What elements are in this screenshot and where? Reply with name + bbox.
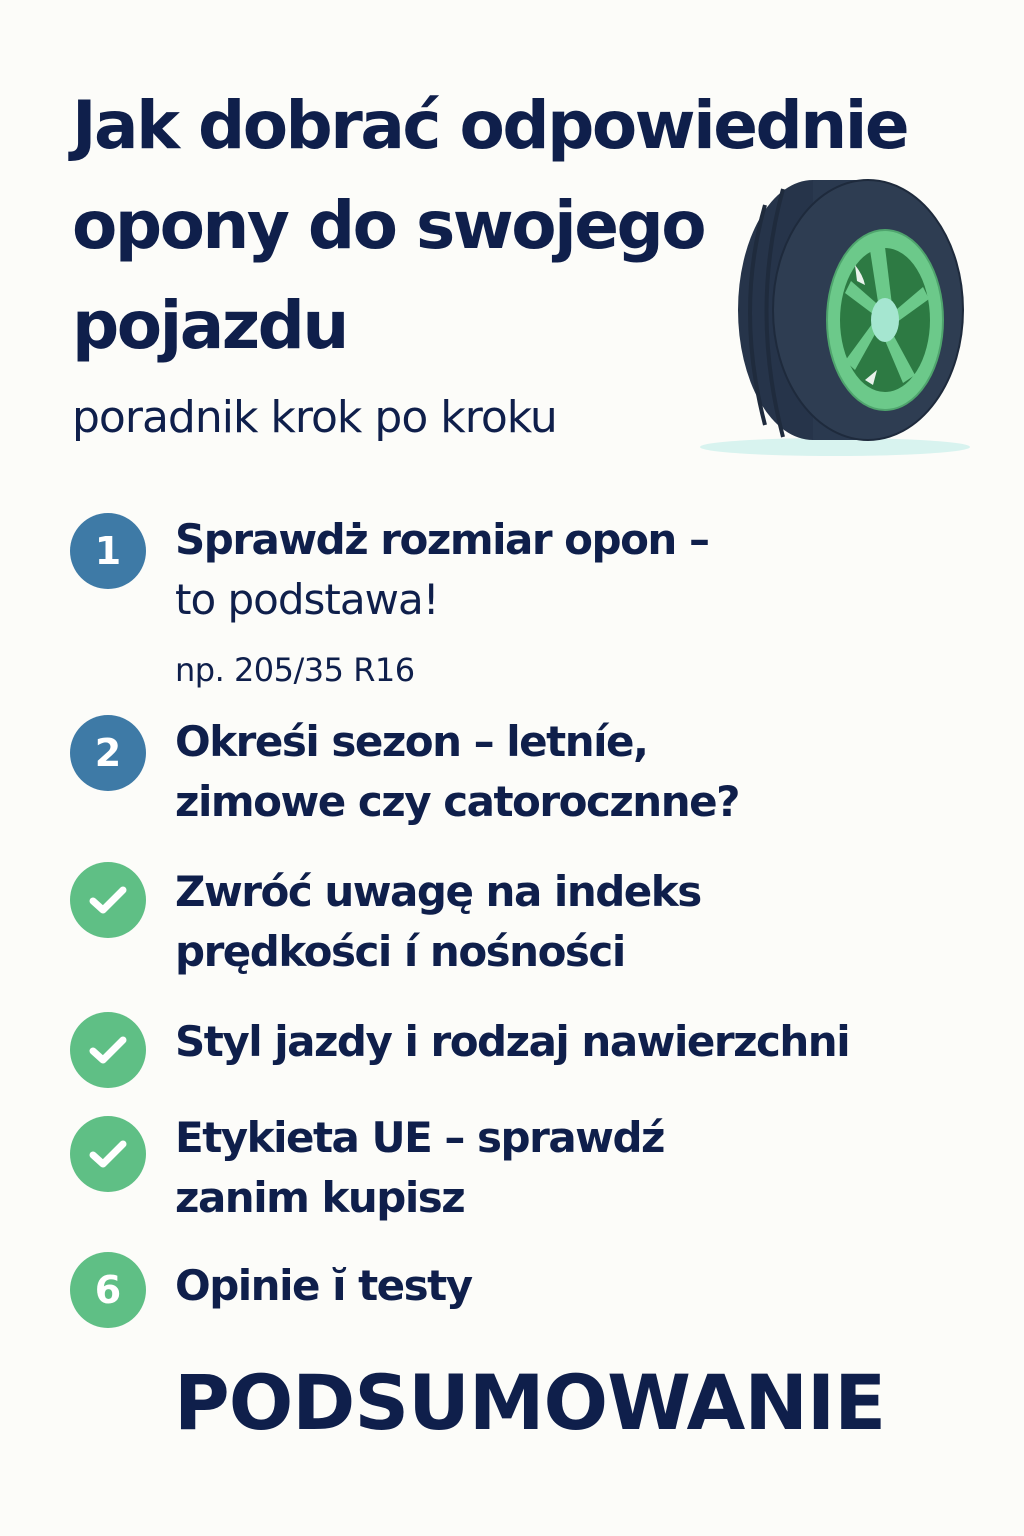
step-heading-cont: zimowe czy catorocznne? bbox=[175, 777, 739, 826]
step-heading: Sprawdż rozmiar opon – bbox=[175, 515, 709, 564]
tire-icon bbox=[695, 175, 975, 465]
summary-heading: PODSUMOWANIE bbox=[174, 1358, 886, 1447]
checkmark-icon bbox=[70, 862, 146, 938]
step-heading: Opinie ĭ testy bbox=[175, 1261, 472, 1310]
step-heading: Zwróć uwagę na indeks bbox=[175, 867, 701, 916]
step-text bbox=[175, 1012, 849, 1072]
step-subheading: to podstawa! bbox=[175, 575, 439, 624]
step-text bbox=[175, 1108, 664, 1228]
title-line-2: opony do swojego bbox=[72, 187, 705, 264]
step-heading: Styl jazdy i rodzaj nawierzchni bbox=[175, 1017, 850, 1066]
step-text bbox=[175, 1256, 472, 1316]
subtitle: poradnik krok po kroku bbox=[72, 392, 557, 443]
step-heading-cont: zanim kupisz bbox=[175, 1173, 465, 1222]
step-heading-cont: prędkości í nośności bbox=[175, 927, 625, 976]
step-text bbox=[175, 862, 701, 982]
step-number-badge: 2 bbox=[70, 715, 146, 791]
step-note: np. 205/35 R16 bbox=[175, 651, 415, 689]
step-number-badge: 1 bbox=[70, 513, 146, 589]
step-heading: Etykieta UE – sprawdź bbox=[175, 1113, 664, 1162]
step-text bbox=[175, 712, 739, 832]
checkmark-icon bbox=[70, 1116, 146, 1192]
step-heading: Okreśi sezon – letníe, bbox=[175, 717, 648, 766]
title-line-3: pojazdu bbox=[72, 287, 347, 364]
checkmark-icon bbox=[70, 1012, 146, 1088]
title-line-1: Jak dobrać odpowiednie bbox=[72, 87, 908, 164]
step-text bbox=[175, 510, 708, 694]
step-number-badge: 6 bbox=[70, 1252, 146, 1328]
